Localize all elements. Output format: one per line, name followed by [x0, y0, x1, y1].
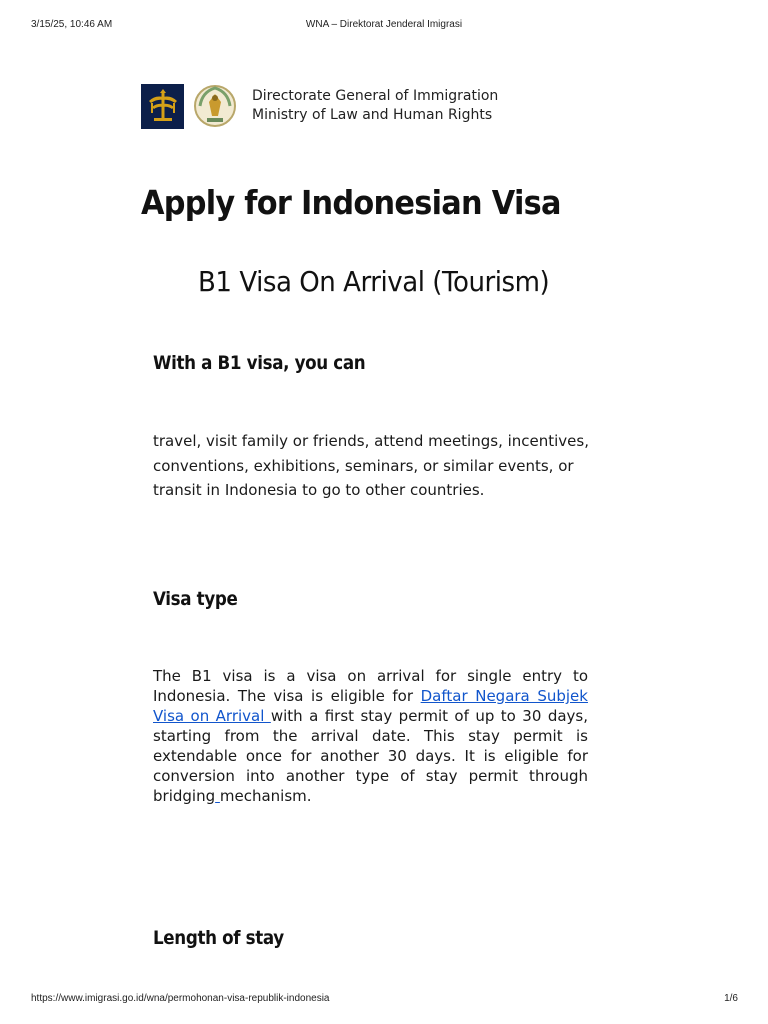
page-title: Apply for Indonesian Visa: [141, 183, 561, 222]
page-subtitle: B1 Visa On Arrival (Tourism): [198, 265, 550, 298]
org-name: [252, 87, 498, 125]
imigrasi-emblem-icon[interactable]: [192, 82, 238, 130]
org-name-line2: Ministry of Law and Human Rights: [252, 107, 493, 123]
section-heading-visa-type: Visa type: [153, 588, 238, 610]
voa-country-list-link[interactable]: Daftar Negara Subjek Visa on Arrival: [153, 687, 588, 725]
print-page-number: 1/6: [724, 993, 738, 1004]
section-text-visa-type: [153, 666, 588, 806]
print-page-title: WNA – Direktorat Jenderal Imigrasi: [305, 19, 463, 30]
visa-type-text-3: mechanism.: [219, 787, 312, 805]
visa-type-text-2: with a first stay permit of up to 30 days, starting from the arrival date. This stay permit is extendable once for another 30 days. It is eligible for conversion into another type of stay permit through bridging: [153, 707, 588, 805]
site-header: [141, 82, 498, 130]
visa-type-text-1: The B1 visa is a visa on arrival for single entry to Indonesia. The visa is eligible for: [153, 667, 588, 705]
section-heading-benefits: With a B1 visa, you can: [153, 352, 366, 374]
section-heading-length-of-stay: Length of stay: [153, 927, 284, 949]
print-url: https://www.imigrasi.go.id/wna/permohonan-visa-republik-indonesia: [31, 993, 330, 1004]
section-text-benefits: travel, visit family or friends, attend meetings, incentives, conventions, exhibitions, seminars, or similar events, or transit in Indonesia to go to other countries.: [153, 432, 589, 499]
print-datetime: 3/15/25, 10:46 AM: [31, 19, 113, 30]
org-name-line1: Directorate General of Immigration: [252, 88, 499, 104]
kemenkumham-logo-icon[interactable]: [141, 84, 184, 129]
